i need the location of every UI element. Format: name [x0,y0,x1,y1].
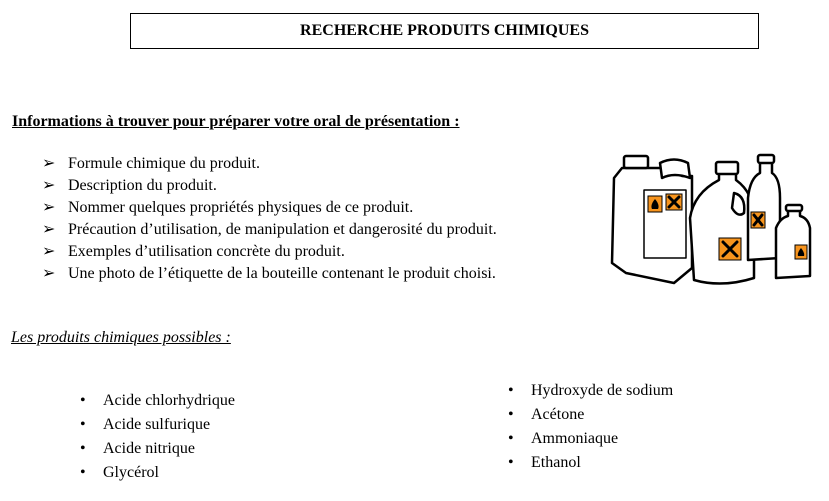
product-item [508,429,618,449]
product-item [508,405,584,425]
bullet-icon: • [508,430,514,447]
product-name: Ethanol [531,454,581,471]
arrow-bullet-icon: ➢ [42,243,56,260]
info-item-text: Une photo de l’étiquette de la bouteille contenant le produit choisi. [68,265,496,282]
bullet-icon: • [80,392,86,409]
product-name: Hydroxyde de sodium [531,382,674,399]
product-item [80,391,235,411]
product-name: Acétone [531,406,585,423]
chemical-bottles-illustration [604,148,816,288]
product-name: Ammoniaque [531,430,619,447]
info-item-text: Nommer quelques propriétés physiques de ce produit. [68,199,414,216]
products-heading: Les produits chimiques possibles : [11,329,231,346]
bullet-icon: • [80,440,86,457]
info-item [42,154,260,174]
arrow-bullet-icon: ➢ [42,199,56,216]
info-item [42,176,217,196]
product-item [80,439,195,459]
product-item [508,453,581,473]
page-title: RECHERCHE PRODUITS CHIMIQUES [130,13,759,49]
product-name: Glycérol [103,464,159,481]
arrow-bullet-icon: ➢ [42,221,56,238]
product-item [80,415,210,435]
info-item-text: Exemples d’utilisation concrète du produit. [68,243,345,260]
bullet-icon: • [80,416,86,433]
product-item [508,381,673,401]
product-name: Acide sulfurique [103,416,211,433]
info-item [42,242,345,262]
arrow-bullet-icon: ➢ [42,177,56,194]
info-item-text: Description du produit. [68,177,217,194]
bullet-icon: • [80,464,86,481]
bullet-icon: • [508,382,514,399]
info-item [42,264,496,284]
product-name: Acide chlorhydrique [103,392,235,409]
info-item-text: Précaution d’utilisation, de manipulation et dangerosité du produit. [68,221,497,238]
product-item [80,463,159,483]
info-item-text: Formule chimique du produit. [68,155,260,172]
info-item [42,198,413,218]
bullet-icon: • [508,454,514,471]
bullet-icon: • [508,406,514,423]
arrow-bullet-icon: ➢ [42,155,56,172]
info-heading: Informations à trouver pour préparer votre oral de présentation : [12,113,460,130]
product-name: Acide nitrique [103,440,195,457]
arrow-bullet-icon: ➢ [42,265,56,282]
info-item [42,220,497,240]
